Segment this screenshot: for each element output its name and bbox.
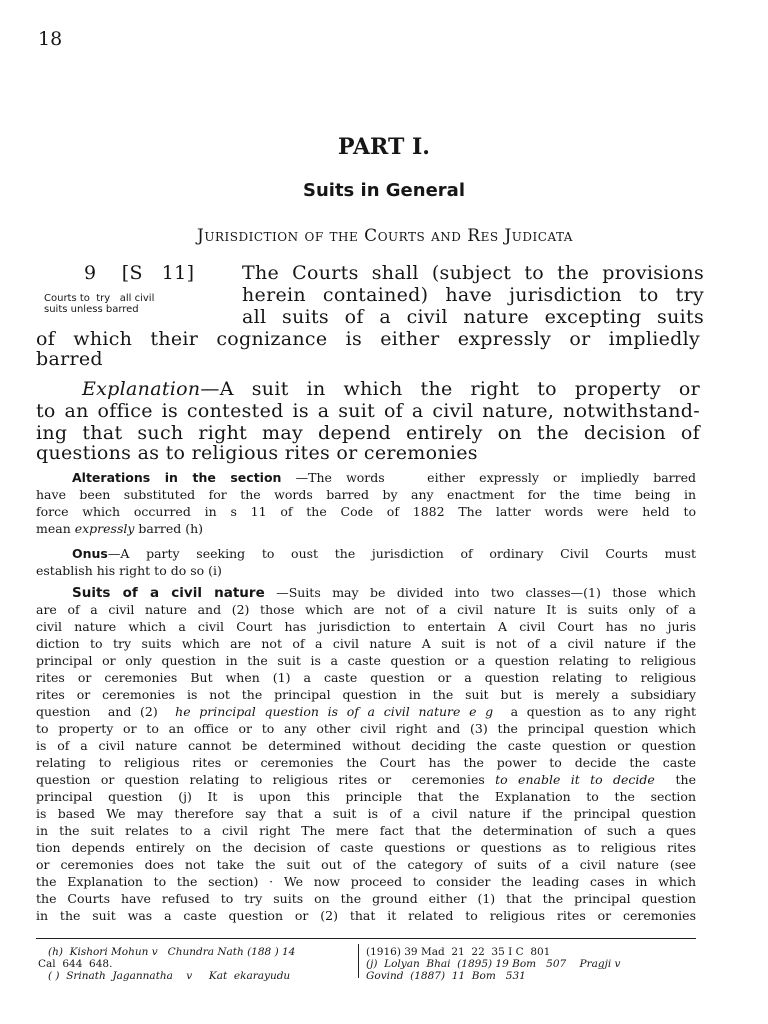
alterations-line	[36, 521, 696, 538]
explanation-line: questions as to religious rites or ceremonies	[36, 442, 478, 464]
section-heading: Jurisdiction of the Courts and Res Judicata	[197, 226, 573, 246]
section-text-line: The Courts shall (subject to the provisions	[242, 262, 704, 284]
alterations-text: —The words either expressly or impliedly barred	[281, 470, 697, 485]
onus-text: —A party seeking to oust the jurisdiction of ordinary Civil Courts must	[107, 546, 696, 561]
civil-text: the Courts have refused to try suits on the ground either (1) that the principal question	[36, 891, 696, 906]
civil-line	[36, 772, 696, 789]
civil-italic: to enable it to decide	[495, 772, 655, 787]
footnote-rule	[36, 938, 696, 939]
footnotes-right	[366, 946, 686, 982]
civil-text: rites or ceremonies But when (1) a caste question or a question relating to religious	[36, 670, 696, 685]
civil-text: is of a civil nature cannot be determined without deciding the caste question or question	[36, 738, 696, 753]
civil-line	[36, 908, 696, 925]
alterations-line	[36, 504, 696, 521]
civil-line	[36, 891, 696, 908]
footnote-line: Govind (1887) 11 Bom 531	[366, 970, 526, 982]
page-number: 18	[38, 28, 63, 50]
margin-note-line: suits unless barred	[44, 304, 139, 315]
section-num: 9	[84, 262, 97, 284]
civil-line	[36, 670, 696, 687]
onus-text: establish his right to do so (i)	[36, 563, 222, 578]
footnote-line: Cal 644 648.	[38, 958, 113, 970]
section-number	[84, 262, 194, 284]
alterations-heading: Alterations in the section	[72, 470, 282, 485]
civil-line	[36, 840, 696, 857]
civil-line	[36, 755, 696, 772]
civil-text: is based We may therefore say that a suit is of a civil nature if the principal question	[36, 806, 696, 821]
civil-text: principal or only question in the suit is a caste question or a question relating to religious	[36, 653, 696, 668]
alterations-text: force which occurred in s 11 of the Code of 1882 The latter words were held to	[36, 504, 696, 519]
civil-line	[36, 823, 696, 840]
alterations-text: have been substituted for the words barred by any enactment for the time being in	[36, 487, 696, 502]
section-text-line: herein contained) have jurisdiction to try	[242, 284, 704, 306]
civil-line	[36, 653, 696, 670]
footnote-line: (1916) 39 Mad 21 22 35 I C 801	[366, 946, 551, 958]
civil-line	[72, 585, 696, 602]
alterations-italic: expressly	[74, 521, 135, 536]
civil-text: to property or to an office or to any other civil right and (3) the principal question which	[36, 721, 696, 736]
civil-heading: Suits of a civil nature	[72, 585, 265, 601]
civil-text: in the suit relates to a civil right The mere fact that the determination of such a ques	[36, 823, 696, 838]
civil-text: principal question (j) It is upon this principle that the Explanation to the section	[36, 789, 696, 804]
civil-line	[36, 738, 696, 755]
footnotes-left	[38, 946, 354, 982]
civil-text: rites or ceremonies is not the principal question in the suit but is merely a subsidiary	[36, 687, 696, 702]
civil-text: —Suits may be divided into two classes—(1) those which	[264, 585, 696, 600]
civil-text: the Explanation to the section) · We now proceed to consider the leading cases in which	[36, 874, 696, 889]
civil-text: are of a civil nature and (2) those which are not of a civil nature It is suits only of a	[36, 602, 696, 617]
footnote-line: (h) Kishori Mohun v Chundra Nath (188 ) 14	[48, 946, 296, 958]
civil-line	[36, 874, 696, 891]
section-ref: [S 11]	[121, 262, 195, 284]
alterations-line	[36, 487, 696, 504]
civil-text: tion depends entirely on the decision of caste questions or questions as to religious rites	[36, 840, 696, 855]
explanation-line: to an office is contested is a suit of a civil nature, notwithstand-	[36, 400, 700, 422]
civil-line	[36, 789, 696, 806]
civil-line	[36, 857, 696, 874]
explanation-text: —A suit in which the right to property or	[200, 378, 700, 400]
margin-note-line: Courts to try all civil	[44, 293, 155, 304]
section-text-line: barred	[36, 348, 103, 370]
alterations-line	[72, 470, 696, 487]
explanation-line: ing that such right may depend entirely on the decision of	[36, 422, 700, 444]
civil-italic: he principal question is of a civil nature e g	[175, 704, 494, 719]
explanation-first-line	[82, 378, 700, 400]
civil-text: diction to try suits which are not of a civil nature A suit is not of a civil nature if the	[36, 636, 696, 651]
civil-text: the	[654, 772, 696, 787]
civil-line	[36, 721, 696, 738]
civil-text: or ceremonies does not take the suit out of the category of suits of a civil nature (see	[36, 857, 696, 872]
footnote-divider	[358, 944, 359, 978]
civil-text: in the suit was a caste question or (2) that it related to religious rites or ceremonies	[36, 908, 696, 923]
civil-line	[36, 704, 696, 721]
civil-text: a question as to any right	[493, 704, 696, 719]
margin-note	[44, 293, 240, 315]
civil-line	[36, 687, 696, 704]
civil-line	[36, 806, 696, 823]
civil-text: relating to religious rites or ceremonies the Court has the power to decide the caste	[36, 755, 696, 770]
civil-line	[36, 636, 696, 653]
onus-line	[36, 563, 696, 580]
section-text-line: of which their cognizance is either expressly or impliedly	[36, 328, 700, 350]
civil-text: question or question relating to religious rites or ceremonies	[36, 772, 496, 787]
footnote-line: (j) Lolyan Bhai (1895) 19 Bom 507 Pragji v	[366, 958, 621, 970]
footnote-line: ( ) Srinath Jagannatha v Kat ekarayudu	[48, 970, 291, 982]
alterations-text: barred (h)	[134, 521, 204, 536]
civil-text: question and (2)	[36, 704, 176, 719]
part-title: PART I.	[338, 134, 430, 160]
explanation-label: Explanation	[82, 378, 201, 400]
alterations-text: mean	[36, 521, 75, 536]
civil-line	[36, 619, 696, 636]
chapter-subtitle: Suits in General	[303, 180, 465, 201]
civil-line	[36, 602, 696, 619]
onus-line	[72, 546, 696, 563]
civil-text: civil nature which a civil Court has jurisdiction to entertain A civil Court has no juris	[36, 619, 696, 634]
onus-heading: Onus	[72, 546, 108, 561]
section-text-line: all suits of a civil nature excepting suits	[242, 306, 704, 328]
